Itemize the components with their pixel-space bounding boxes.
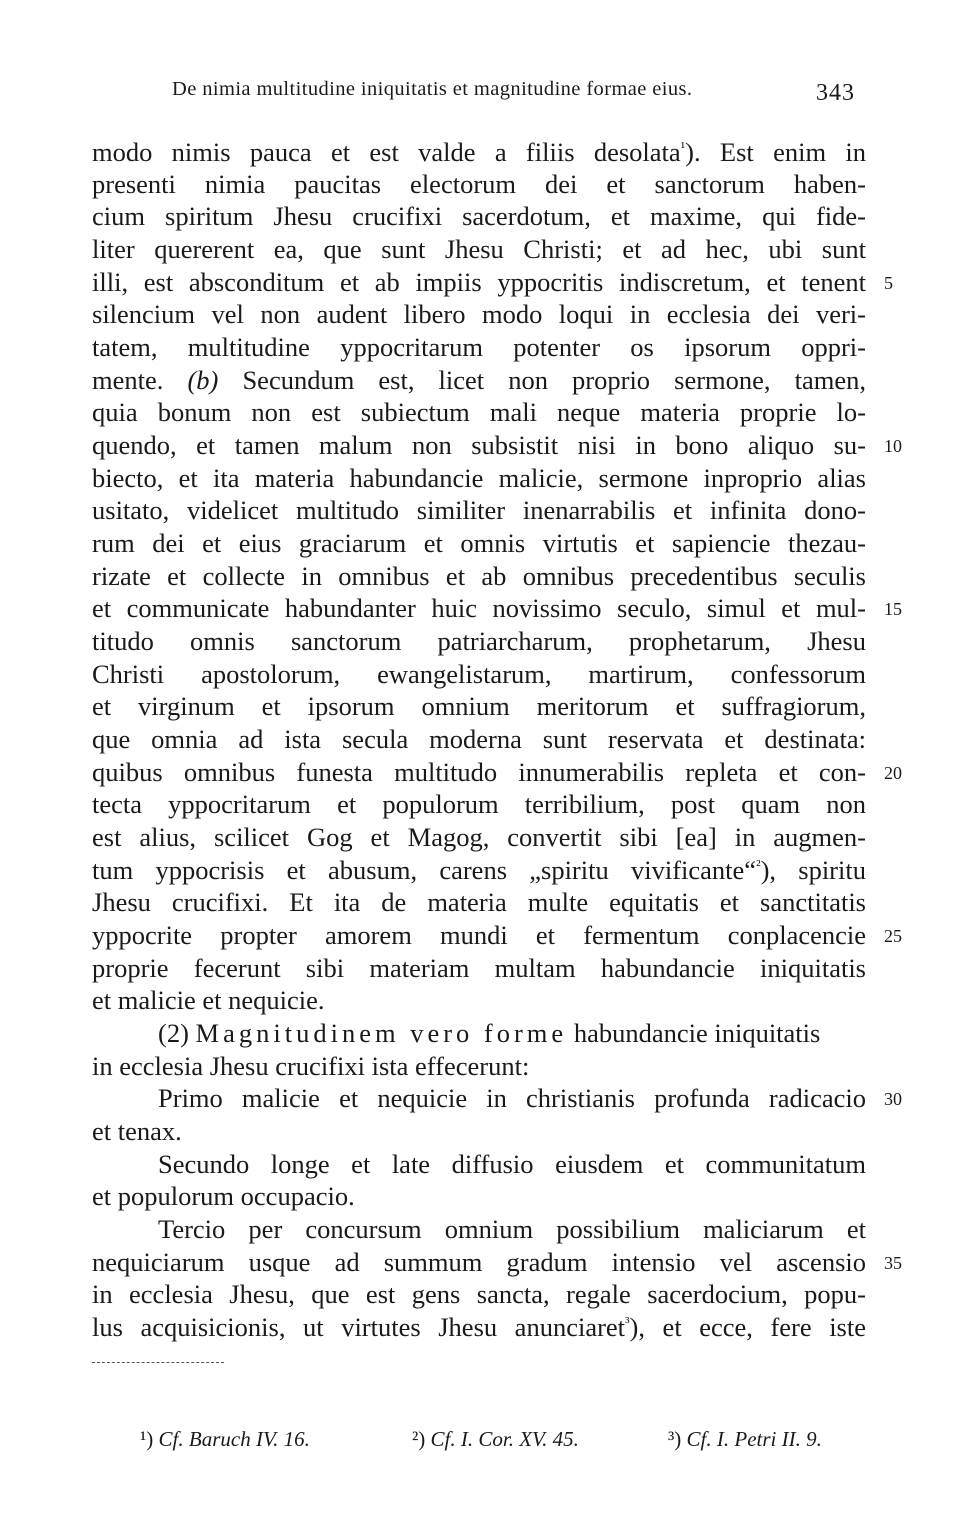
running-head: De nimia multitudine iniquitatis et magnitudine formae eius. xyxy=(172,78,693,100)
text-line: biecto, et ita materia habundancie malicie, sermone inproprio alias xyxy=(92,463,866,493)
footnote xyxy=(668,1426,822,1452)
text-line: est alius, scilicet Gog et Magog, convertit sibi [ea] in augmen- xyxy=(92,822,866,852)
footnote-mark: ³) xyxy=(668,1427,682,1451)
text-line: quendo, et tamen malum non subsistit nisi in bono aliquo su- xyxy=(92,430,866,460)
text-line: lus acquisicionis, ut virtutes Jhesu anunciaret$^{^3}$), et ecce, fere iste xyxy=(92,1312,866,1342)
text-line: modo nimis pauca et est valde a filiis desolata$^{^1}$). Est enim in xyxy=(92,137,866,167)
text-line: et virginum et ipsorum omnium meritorum et suffragiorum, xyxy=(92,691,866,721)
footnote-text: Cf. I. Petri II. 9. xyxy=(686,1427,822,1451)
text-line: et tenax. xyxy=(92,1116,182,1146)
footnote-mark: ¹) xyxy=(140,1427,154,1451)
text-line: nequiciarum usque ad summum gradum intensio vel ascensio xyxy=(92,1247,866,1277)
line-number: 10 xyxy=(884,436,902,456)
footnote-mark: ²) xyxy=(412,1427,426,1451)
text-line: Jhesu crucifixi. Et ita de materia multe equitatis et sanctitatis xyxy=(92,887,866,917)
text-line: rum dei et eius graciarum et omnis virtutis et sapiencie thezau- xyxy=(92,528,866,558)
text-line: silencium vel non audent libero modo loqui in ecclesia dei veri- xyxy=(92,299,866,329)
text-line: et malicie et nequicie. xyxy=(92,985,325,1015)
text-line: (2) Magnitudinem vero forme habundancie iniquitatis xyxy=(158,1018,821,1048)
text-line: tecta yppocritarum et populorum terribilium, post quam non xyxy=(92,789,866,819)
line-number: 35 xyxy=(884,1253,902,1273)
text-line: usitato, videlicet multitudo similiter inenarrabilis et infinita dono- xyxy=(92,495,866,525)
text-line: presenti nimia paucitas electorum dei et sanctorum haben- xyxy=(92,169,866,199)
text-line: cium spiritum Jhesu crucifixi sacerdotum, et maxime, qui fide- xyxy=(92,201,866,231)
text-line: quibus omnibus funesta multitudo innumerabilis repleta et con- xyxy=(92,757,866,787)
text-line: et populorum occupacio. xyxy=(92,1181,355,1211)
footnote-text: Cf. I. Cor. XV. 45. xyxy=(430,1427,579,1451)
text-line: proprie fecerunt sibi materiam multam habundancie iniquitatis xyxy=(92,953,866,983)
text-line: liter quererent ea, que sunt Jhesu Christi; et ad hec, ubi sunt xyxy=(92,234,866,264)
text-line: in ecclesia Jhesu crucifixi ista effecerunt: xyxy=(92,1051,530,1081)
text-line: tum yppocrisis et abusum, carens „spiritu vivificante“$^{^2}$), spiritu xyxy=(92,855,866,885)
line-number: 5 xyxy=(884,273,893,293)
text-line: in ecclesia Jhesu, que est gens sancta, regale sacerdocium, popu- xyxy=(92,1279,866,1309)
text-line: tatem, multitudine yppocritarum potenter os ipsorum oppri- xyxy=(92,332,866,362)
text-line: Primo malicie et nequicie in christianis profunda radicacio xyxy=(158,1083,866,1113)
text-line: rizate et collecte in omnibus et ab omnibus precedentibus seculis xyxy=(92,561,866,591)
footnote xyxy=(140,1426,310,1452)
line-number: 25 xyxy=(884,926,902,946)
text-line: mente. (b) Secundum est, licet non proprio sermone, tamen, xyxy=(92,365,866,395)
text-line: titudo omnis sanctorum patriarcharum, prophetarum, Jhesu xyxy=(92,626,866,656)
footnote xyxy=(412,1426,579,1452)
text-line: et communicate habundanter huic novissimo seculo, simul et mul- xyxy=(92,593,866,623)
text-line: que omnia ad ista secula moderna sunt reservata et destinata: xyxy=(92,724,866,754)
page-number: 343 xyxy=(816,80,855,106)
footnote-text: Cf. Baruch IV. 16. xyxy=(158,1427,310,1451)
line-number: 15 xyxy=(884,599,902,619)
text-line: illi, est absconditum et ab impiis yppocritis indiscretum, et tenent xyxy=(92,267,866,297)
text-line: yppocrite propter amorem mundi et fermentum conplacencie xyxy=(92,920,866,950)
line-number: 20 xyxy=(884,763,902,783)
text-line: Christi apostolorum, ewangelistarum, martirum, confessorum xyxy=(92,659,866,689)
line-number: 30 xyxy=(884,1089,902,1109)
text-line: Tercio per concursum omnium possibilium maliciarum et xyxy=(158,1214,866,1244)
text-line: Secundo longe et late diffusio eiusdem et communitatum xyxy=(158,1149,866,1179)
text-line: quia bonum non est subiectum mali neque materia proprie lo- xyxy=(92,397,866,427)
footnote-divider xyxy=(92,1362,224,1363)
